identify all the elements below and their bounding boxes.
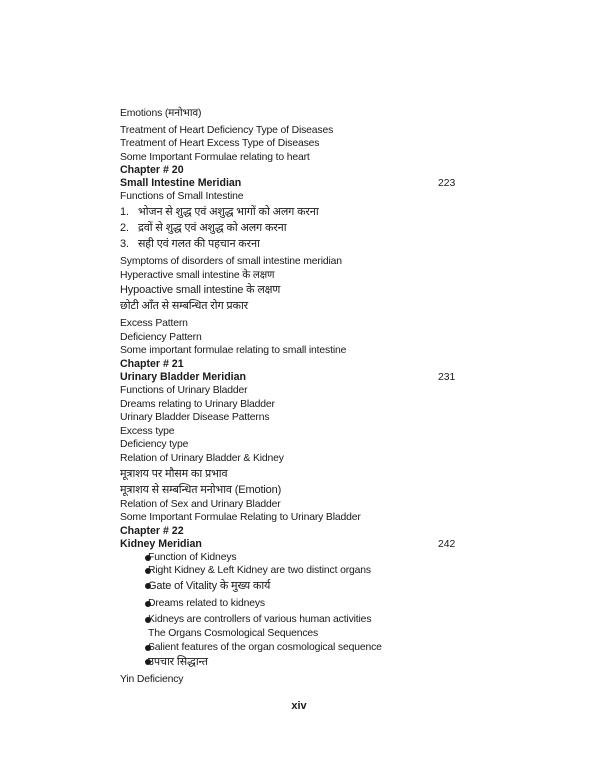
- toc-entry: Hypoactive small intestine के लक्षण: [120, 284, 281, 297]
- page-number: 242: [438, 538, 456, 550]
- item-number: 3.: [120, 237, 129, 250]
- item-text: द्रवों से शुद्ध एवं अशुद्ध को अलग करना: [138, 221, 287, 234]
- item-text: उपचार सिद्धान्त: [148, 656, 208, 669]
- toc-entry: Hyperactive small intestine के लक्षण: [120, 269, 275, 281]
- toc-entry: छोटी आँत से सम्बन्धित रोग प्रकार: [120, 300, 249, 313]
- list-item: [120, 654, 510, 670]
- item-text: Dreams related to kidneys: [148, 597, 265, 609]
- toc-entry: Emotions (मनोभाव): [120, 108, 202, 119]
- toc-entry: Relation of Urinary Bladder & Kidney: [120, 452, 284, 464]
- meridian-heading: [120, 371, 510, 384]
- toc-entry: मूत्राशय पर मौसम का प्रभाव: [120, 467, 228, 480]
- chapter-heading: Chapter # 22: [120, 524, 184, 537]
- kidney-topic-list: [120, 551, 510, 671]
- toc-entry: Symptoms of disorders of small intestine meridian: [120, 255, 342, 267]
- toc-content: [120, 107, 510, 687]
- numbered-item: [120, 220, 510, 236]
- toc-entry: Treatment of Heart Excess Type of Diseases: [120, 138, 320, 150]
- chapter-heading: Chapter # 20: [120, 164, 184, 177]
- item-text: Function of Kidneys: [148, 551, 237, 563]
- toc-entry: Some Important Formulae Relating to Urinary Bladder: [120, 512, 361, 524]
- meridian-heading: [120, 177, 510, 190]
- list-item: [120, 578, 510, 594]
- item-number: 1.: [120, 205, 129, 218]
- toc-entry: Urinary Bladder Disease Patterns: [120, 412, 270, 424]
- meridian-heading: [120, 538, 510, 551]
- toc-entry: Relation of Sex and Urinary Bladder: [120, 498, 281, 510]
- item-number: 2.: [120, 221, 129, 234]
- page-footer-number: xiv: [291, 700, 307, 712]
- numbered-item: [120, 236, 510, 252]
- item-text: भोजन से शुद्ध एवं अशुद्ध भागों को अलग करना: [138, 205, 319, 218]
- numbered-item: [120, 204, 510, 220]
- list-item: [120, 627, 510, 641]
- toc-entry: Deficiency type: [120, 439, 189, 451]
- item-text: The Organs Cosmological Sequences: [148, 628, 319, 640]
- toc-entry: मूत्राशय से सम्बन्धित मनोभाव (Emotion): [120, 483, 282, 496]
- meridian-title: Kidney Meridian: [120, 537, 202, 550]
- item-text: Right Kidney & Left Kidney are two distinct organs: [148, 565, 371, 577]
- toc-entry: Treatment of Heart Deficiency Type of Diseases: [120, 124, 334, 136]
- list-item: [120, 564, 510, 578]
- list-item: [120, 641, 510, 655]
- item-text: सही एवं गलत की पहचान करना: [138, 237, 260, 250]
- list-item: [120, 613, 510, 627]
- toc-entry: Excess type: [120, 425, 175, 437]
- page-number: 223: [438, 178, 456, 190]
- meridian-title: Small Intestine Meridian: [120, 177, 242, 190]
- item-text: Gate of Vitality के मुख्य कार्य: [148, 579, 271, 592]
- item-text: Salient features of the organ cosmological sequence: [148, 641, 382, 653]
- toc-entry: Some Important Formulae relating to heart: [120, 151, 310, 163]
- toc-entry: Functions of Urinary Bladder: [120, 384, 248, 396]
- toc-entry: Dreams relating to Urinary Bladder: [120, 398, 275, 410]
- list-item: [120, 551, 510, 565]
- page-number: 231: [438, 371, 456, 383]
- toc-entry: Some important formulae relating to small intestine: [120, 345, 347, 357]
- list-item: [120, 597, 510, 611]
- toc-entry: Yin Deficiency: [120, 674, 184, 686]
- toc-entry: Excess Pattern: [120, 318, 188, 330]
- toc-entry: Deficiency Pattern: [120, 331, 202, 343]
- chapter-heading: Chapter # 21: [120, 357, 184, 370]
- item-text: Kidneys are controllers of various human activities: [148, 614, 372, 626]
- meridian-title: Urinary Bladder Meridian: [120, 370, 246, 383]
- toc-entry: Functions of Small Intestine: [120, 191, 244, 203]
